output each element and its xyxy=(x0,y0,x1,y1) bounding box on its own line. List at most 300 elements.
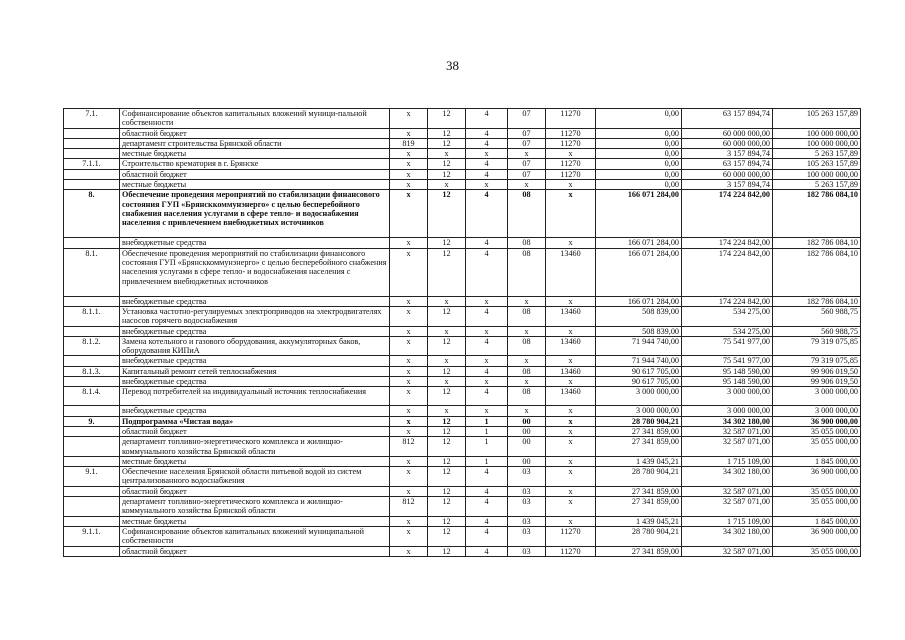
code-subsection: 4 xyxy=(466,366,508,376)
code-subsection: 4 xyxy=(466,336,508,356)
code-admin: х xyxy=(390,306,428,326)
row-number xyxy=(64,138,120,148)
code-item: 08 xyxy=(508,387,546,406)
code-item: х xyxy=(508,356,546,366)
code-subsection: 1 xyxy=(466,426,508,436)
value-year-3: 105 263 157,89 xyxy=(773,159,861,169)
code-direction: х xyxy=(546,190,596,238)
code-item: х xyxy=(508,326,546,336)
code-direction: 13460 xyxy=(546,248,596,296)
table-row xyxy=(64,546,861,556)
value-year-1: 1 439 045,21 xyxy=(596,456,682,466)
code-direction: 13460 xyxy=(546,336,596,356)
value-year-2: 32 587 071,00 xyxy=(682,426,773,436)
table-row xyxy=(64,149,861,159)
code-section: 12 xyxy=(428,497,466,517)
table-row xyxy=(64,456,861,466)
code-section: 12 xyxy=(428,159,466,169)
code-section: 12 xyxy=(428,546,466,556)
value-year-2: 3 000 000,00 xyxy=(682,406,773,416)
value-year-3: 560 988,75 xyxy=(773,306,861,326)
row-number: 8.1. xyxy=(64,248,120,296)
table-row xyxy=(64,296,861,306)
code-admin: х xyxy=(390,366,428,376)
row-number xyxy=(64,516,120,526)
code-section: х xyxy=(428,296,466,306)
code-section: 12 xyxy=(428,306,466,326)
value-year-3: 99 906 019,50 xyxy=(773,366,861,376)
table-row xyxy=(64,169,861,179)
value-year-2: 174 224 842,00 xyxy=(682,296,773,306)
code-item: 03 xyxy=(508,526,546,546)
code-admin: х xyxy=(390,546,428,556)
row-name: департамент топливно-энергетического комплекса и жилищно-коммунального хозяйства Брянской области xyxy=(120,437,390,457)
value-year-2: 63 157 894,74 xyxy=(682,159,773,169)
code-subsection: х xyxy=(466,149,508,159)
table-row xyxy=(64,238,861,248)
value-year-1: 3 000 000,00 xyxy=(596,406,682,416)
row-name: местные бюджеты xyxy=(120,149,390,159)
code-item: 03 xyxy=(508,486,546,496)
row-number xyxy=(64,426,120,436)
value-year-1: 27 341 859,00 xyxy=(596,437,682,457)
code-item: 00 xyxy=(508,437,546,457)
value-year-2: 63 157 894,74 xyxy=(682,109,773,129)
code-section: 12 xyxy=(428,516,466,526)
value-year-2: 60 000 000,00 xyxy=(682,169,773,179)
code-subsection: 4 xyxy=(466,526,508,546)
value-year-2: 95 148 590,00 xyxy=(682,377,773,387)
code-subsection: 4 xyxy=(466,159,508,169)
code-direction: 13460 xyxy=(546,306,596,326)
value-year-3: 35 055 000,00 xyxy=(773,426,861,436)
code-admin: х xyxy=(390,426,428,436)
row-number xyxy=(64,456,120,466)
code-direction: х xyxy=(546,486,596,496)
row-name: местные бюджеты xyxy=(120,456,390,466)
code-item: 08 xyxy=(508,248,546,296)
code-direction: х xyxy=(546,456,596,466)
value-year-1: 0,00 xyxy=(596,138,682,148)
code-admin: х xyxy=(390,406,428,416)
value-year-3: 35 055 000,00 xyxy=(773,437,861,457)
value-year-3: 182 786 084,10 xyxy=(773,296,861,306)
code-direction: х xyxy=(546,296,596,306)
code-item: 08 xyxy=(508,238,546,248)
code-admin: х xyxy=(390,336,428,356)
row-name: местные бюджеты xyxy=(120,516,390,526)
code-admin: х xyxy=(390,238,428,248)
code-subsection: х xyxy=(466,406,508,416)
row-number xyxy=(64,406,120,416)
value-year-1: 28 780 904,21 xyxy=(596,526,682,546)
code-item: х xyxy=(508,377,546,387)
value-year-3: 36 900 000,00 xyxy=(773,416,861,426)
code-direction: 11270 xyxy=(546,526,596,546)
code-item: х xyxy=(508,180,546,190)
code-section: х xyxy=(428,326,466,336)
code-direction: х xyxy=(546,416,596,426)
code-direction: х xyxy=(546,406,596,416)
code-section: х xyxy=(428,180,466,190)
code-section: 12 xyxy=(428,437,466,457)
code-admin: 812 xyxy=(390,497,428,517)
code-subsection: х xyxy=(466,326,508,336)
table-row xyxy=(64,497,861,517)
row-number: 8.1.2. xyxy=(64,336,120,356)
code-subsection: 4 xyxy=(466,516,508,526)
table-row xyxy=(64,387,861,406)
code-section: х xyxy=(428,377,466,387)
code-admin: 812 xyxy=(390,437,428,457)
code-subsection: 4 xyxy=(466,128,508,138)
row-name: Капитальный ремонт сетей теплоснабжения xyxy=(120,366,390,376)
value-year-1: 27 341 859,00 xyxy=(596,497,682,517)
row-name: Софинансирование объектов капитальных вложений муниципальной собственности xyxy=(120,526,390,546)
code-section: 12 xyxy=(428,336,466,356)
code-subsection: 4 xyxy=(466,486,508,496)
code-direction: 11270 xyxy=(546,138,596,148)
table-row xyxy=(64,190,861,238)
code-admin: х xyxy=(390,159,428,169)
code-admin: х xyxy=(390,456,428,466)
code-section: 12 xyxy=(428,128,466,138)
code-direction: 13460 xyxy=(546,387,596,406)
value-year-2: 3 157 894,74 xyxy=(682,180,773,190)
row-number: 9. xyxy=(64,416,120,426)
row-number xyxy=(64,437,120,457)
row-name: Установка частотно-регулируемых электроприводов на электродвигателях насосов горячего водоснабжения xyxy=(120,306,390,326)
code-direction: 11270 xyxy=(546,128,596,138)
code-subsection: 4 xyxy=(466,306,508,326)
row-name: внебюджетные средства xyxy=(120,326,390,336)
value-year-2: 174 224 842,00 xyxy=(682,238,773,248)
code-admin: х xyxy=(390,180,428,190)
value-year-1: 27 341 859,00 xyxy=(596,486,682,496)
code-direction: х xyxy=(546,149,596,159)
value-year-1: 28 780 904,21 xyxy=(596,467,682,487)
value-year-2: 534 275,00 xyxy=(682,306,773,326)
value-year-2: 95 148 590,00 xyxy=(682,366,773,376)
value-year-1: 71 944 740,00 xyxy=(596,356,682,366)
code-subsection: х xyxy=(466,356,508,366)
value-year-3: 1 845 000,00 xyxy=(773,516,861,526)
code-section: 12 xyxy=(428,467,466,487)
value-year-1: 71 944 740,00 xyxy=(596,336,682,356)
value-year-1: 0,00 xyxy=(596,109,682,129)
value-year-1: 90 617 705,00 xyxy=(596,377,682,387)
table-row xyxy=(64,516,861,526)
code-section: 12 xyxy=(428,486,466,496)
value-year-2: 1 715 109,00 xyxy=(682,456,773,466)
row-name: Строительство крематория в г. Брянске xyxy=(120,159,390,169)
code-direction: х xyxy=(546,497,596,517)
code-subsection: 4 xyxy=(466,238,508,248)
row-name: Софинансирование объектов капитальных вложений муници-пальной собственности xyxy=(120,109,390,129)
value-year-3: 79 319 075,85 xyxy=(773,356,861,366)
row-name: Замена котельного и газового оборудования, аккумуляторных баков, оборудования КИПиА xyxy=(120,336,390,356)
code-section: х xyxy=(428,356,466,366)
code-item: х xyxy=(508,149,546,159)
table-row xyxy=(64,366,861,376)
code-item: 07 xyxy=(508,138,546,148)
code-subsection: 1 xyxy=(466,456,508,466)
page-number: 38 xyxy=(446,58,459,73)
code-subsection: 4 xyxy=(466,248,508,296)
table-row xyxy=(64,526,861,546)
row-name: местные бюджеты xyxy=(120,180,390,190)
table-row xyxy=(64,486,861,496)
code-direction: 11270 xyxy=(546,109,596,129)
value-year-1: 3 000 000,00 xyxy=(596,387,682,406)
code-direction: х xyxy=(546,180,596,190)
value-year-2: 32 587 071,00 xyxy=(682,497,773,517)
code-direction: 13460 xyxy=(546,366,596,376)
code-admin: х xyxy=(390,248,428,296)
row-name: внебюджетные средства xyxy=(120,406,390,416)
code-admin: х xyxy=(390,387,428,406)
code-admin: х xyxy=(390,377,428,387)
row-number xyxy=(64,128,120,138)
row-number: 8. xyxy=(64,190,120,238)
row-name: внебюджетные средства xyxy=(120,238,390,248)
value-year-3: 35 055 000,00 xyxy=(773,546,861,556)
code-admin: х xyxy=(390,128,428,138)
code-subsection: 4 xyxy=(466,546,508,556)
row-name: областной бюджет xyxy=(120,128,390,138)
code-admin: х xyxy=(390,169,428,179)
value-year-2: 32 587 071,00 xyxy=(682,546,773,556)
row-number: 7.1. xyxy=(64,109,120,129)
value-year-3: 5 263 157,89 xyxy=(773,149,861,159)
code-item: 08 xyxy=(508,336,546,356)
row-number xyxy=(64,169,120,179)
code-subsection: х xyxy=(466,296,508,306)
value-year-1: 0,00 xyxy=(596,128,682,138)
value-year-1: 0,00 xyxy=(596,149,682,159)
table-row xyxy=(64,336,861,356)
code-item: 03 xyxy=(508,546,546,556)
code-direction: х xyxy=(546,426,596,436)
value-year-1: 0,00 xyxy=(596,169,682,179)
value-year-1: 1 439 045,21 xyxy=(596,516,682,526)
code-item: 07 xyxy=(508,109,546,129)
row-name: областной бюджет xyxy=(120,486,390,496)
row-name: департамент топливно-энергетического комплекса и жилищно-коммунального хозяйства Брянской области xyxy=(120,497,390,517)
code-section: х xyxy=(428,149,466,159)
code-subsection: 4 xyxy=(466,387,508,406)
code-admin: х xyxy=(390,516,428,526)
code-item: 07 xyxy=(508,159,546,169)
value-year-2: 534 275,00 xyxy=(682,326,773,336)
table-row xyxy=(64,109,861,129)
code-section: 12 xyxy=(428,190,466,238)
code-item: 07 xyxy=(508,128,546,138)
row-number xyxy=(64,486,120,496)
code-direction: х xyxy=(546,516,596,526)
code-item: 00 xyxy=(508,416,546,426)
table-row xyxy=(64,128,861,138)
table-row xyxy=(64,138,861,148)
table-row xyxy=(64,467,861,487)
value-year-3: 35 055 000,00 xyxy=(773,497,861,517)
code-subsection: 4 xyxy=(466,190,508,238)
code-admin: х xyxy=(390,296,428,306)
row-number xyxy=(64,377,120,387)
code-item: 00 xyxy=(508,456,546,466)
value-year-2: 34 302 180,00 xyxy=(682,467,773,487)
value-year-1: 27 341 859,00 xyxy=(596,426,682,436)
code-subsection: х xyxy=(466,377,508,387)
code-section: 12 xyxy=(428,456,466,466)
row-name: внебюджетные средства xyxy=(120,296,390,306)
row-name: Обеспечение населения Брянской области питьевой водой из систем централизованного водоснабжения xyxy=(120,467,390,487)
code-subsection: 1 xyxy=(466,416,508,426)
value-year-3: 182 786 084,10 xyxy=(773,238,861,248)
code-admin: х xyxy=(390,356,428,366)
code-item: 00 xyxy=(508,426,546,436)
row-name: областной бюджет xyxy=(120,426,390,436)
code-section: 12 xyxy=(428,426,466,436)
value-year-3: 5 263 157,89 xyxy=(773,180,861,190)
value-year-3: 182 786 084,10 xyxy=(773,248,861,296)
row-name: Обеспечение проведения мероприятий по стабилизации финансового состояния ГУП «Брянсккоммунэнерго» с целью бесперебойного снабжения населения услугами в сфере тепло- и водоснабжения населения с привлечением внебюджетных источников xyxy=(120,248,390,296)
code-direction: х xyxy=(546,467,596,487)
row-name: Перевод потребителей на индивидуальный источник теплоснабжения xyxy=(120,387,390,406)
code-section: 12 xyxy=(428,169,466,179)
budget-table xyxy=(63,108,861,557)
code-admin: х xyxy=(390,326,428,336)
value-year-3: 560 988,75 xyxy=(773,326,861,336)
row-number: 7.1.1. xyxy=(64,159,120,169)
table-row xyxy=(64,306,861,326)
value-year-1: 166 071 284,00 xyxy=(596,238,682,248)
value-year-2: 34 302 180,00 xyxy=(682,416,773,426)
code-direction: х xyxy=(546,356,596,366)
code-admin: х xyxy=(390,467,428,487)
code-subsection: 4 xyxy=(466,138,508,148)
row-number xyxy=(64,238,120,248)
row-name: внебюджетные средства xyxy=(120,377,390,387)
code-item: х xyxy=(508,406,546,416)
table-row xyxy=(64,437,861,457)
value-year-2: 34 302 180,00 xyxy=(682,526,773,546)
value-year-1: 27 341 859,00 xyxy=(596,546,682,556)
code-direction: х xyxy=(546,238,596,248)
code-item: 07 xyxy=(508,169,546,179)
value-year-2: 75 541 977,00 xyxy=(682,356,773,366)
code-admin: х xyxy=(390,416,428,426)
row-number xyxy=(64,180,120,190)
row-number xyxy=(64,356,120,366)
value-year-1: 166 071 284,00 xyxy=(596,296,682,306)
value-year-1: 508 839,00 xyxy=(596,306,682,326)
value-year-2: 3 000 000,00 xyxy=(682,387,773,406)
value-year-2: 60 000 000,00 xyxy=(682,128,773,138)
value-year-3: 3 000 000,00 xyxy=(773,406,861,416)
value-year-2: 60 000 000,00 xyxy=(682,138,773,148)
row-number: 9.1. xyxy=(64,467,120,487)
row-number: 8.1.1. xyxy=(64,306,120,326)
code-subsection: 4 xyxy=(466,497,508,517)
code-admin: 819 xyxy=(390,138,428,148)
value-year-3: 100 000 000,00 xyxy=(773,138,861,148)
row-number xyxy=(64,497,120,517)
row-number xyxy=(64,326,120,336)
code-subsection: 4 xyxy=(466,109,508,129)
value-year-3: 79 319 075,85 xyxy=(773,336,861,356)
value-year-3: 36 900 000,00 xyxy=(773,526,861,546)
code-admin: х xyxy=(390,109,428,129)
row-name: Обеспечение проведения мероприятий по стабилизации финансового состояния ГУП «Брянсккоммунэнерго» с целью бесперебойного снабжения населения услугами в сфере тепло- и водоснабжения населения с привлечением внебюджетных источников xyxy=(120,190,390,238)
value-year-3: 182 786 084,10 xyxy=(773,190,861,238)
code-subsection: 1 xyxy=(466,437,508,457)
value-year-2: 75 541 977,00 xyxy=(682,336,773,356)
code-section: 12 xyxy=(428,416,466,426)
value-year-3: 100 000 000,00 xyxy=(773,128,861,138)
code-direction: х xyxy=(546,377,596,387)
value-year-2: 3 157 894,74 xyxy=(682,149,773,159)
row-number xyxy=(64,546,120,556)
code-item: х xyxy=(508,296,546,306)
row-number: 8.1.4. xyxy=(64,387,120,406)
row-name: областной бюджет xyxy=(120,169,390,179)
value-year-2: 1 715 109,00 xyxy=(682,516,773,526)
code-section: 12 xyxy=(428,526,466,546)
table-row xyxy=(64,248,861,296)
table-row xyxy=(64,326,861,336)
value-year-3: 100 000 000,00 xyxy=(773,169,861,179)
row-name: внебюджетные средства xyxy=(120,356,390,366)
value-year-1: 90 617 705,00 xyxy=(596,366,682,376)
code-item: 03 xyxy=(508,467,546,487)
code-section: 12 xyxy=(428,366,466,376)
code-item: 03 xyxy=(508,516,546,526)
code-admin: х xyxy=(390,486,428,496)
code-item: 08 xyxy=(508,306,546,326)
code-admin: х xyxy=(390,149,428,159)
value-year-1: 28 780 904,21 xyxy=(596,416,682,426)
row-number xyxy=(64,149,120,159)
code-section: 12 xyxy=(428,248,466,296)
code-direction: 11270 xyxy=(546,159,596,169)
code-direction: 11270 xyxy=(546,169,596,179)
value-year-1: 0,00 xyxy=(596,180,682,190)
code-section: 12 xyxy=(428,109,466,129)
code-item: 03 xyxy=(508,497,546,517)
row-name: областной бюджет xyxy=(120,546,390,556)
row-number: 9.1.1. xyxy=(64,526,120,546)
row-name: департамент строительства Брянской области xyxy=(120,138,390,148)
value-year-3: 1 845 000,00 xyxy=(773,456,861,466)
value-year-1: 166 071 284,00 xyxy=(596,190,682,238)
code-direction: х xyxy=(546,326,596,336)
value-year-1: 508 839,00 xyxy=(596,326,682,336)
value-year-3: 36 900 000,00 xyxy=(773,467,861,487)
value-year-3: 105 263 157,89 xyxy=(773,109,861,129)
table-row xyxy=(64,377,861,387)
code-item: 08 xyxy=(508,366,546,376)
value-year-3: 99 906 019,50 xyxy=(773,377,861,387)
value-year-2: 32 587 071,00 xyxy=(682,486,773,496)
value-year-2: 32 587 071,00 xyxy=(682,437,773,457)
code-direction: х xyxy=(546,437,596,457)
table-row xyxy=(64,356,861,366)
code-admin: х xyxy=(390,526,428,546)
table-row xyxy=(64,180,861,190)
row-number xyxy=(64,296,120,306)
value-year-2: 174 224 842,00 xyxy=(682,248,773,296)
